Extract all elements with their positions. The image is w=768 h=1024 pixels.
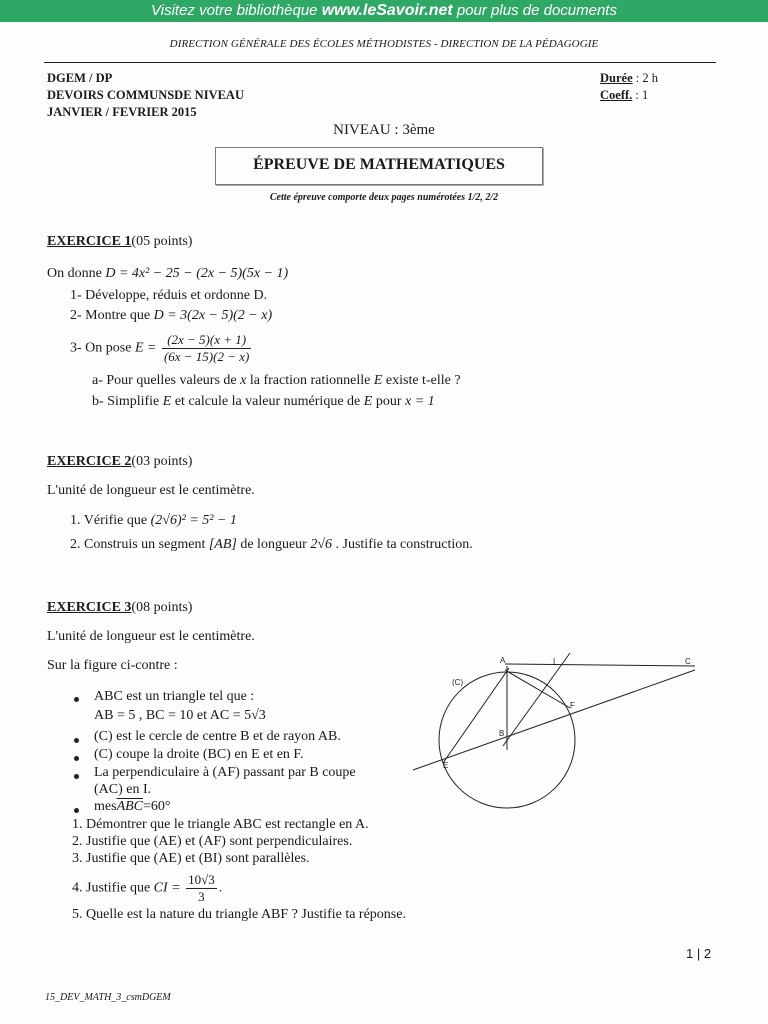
label-i: I [553, 657, 556, 666]
ex1-qb-var2: E [363, 394, 373, 409]
ex1-qa [92, 373, 461, 389]
ex1-q3-fraction [162, 332, 251, 365]
ex1-title: EXERCICE 1 [47, 234, 132, 249]
bullet-dot [74, 697, 79, 702]
header-org: DGEM / DP [47, 71, 113, 85]
ex2-q1-expr: (2√6)² = 5² − 1 [150, 513, 237, 528]
ex3-heading [47, 600, 192, 616]
banner-site-link[interactable]: www.leSavoir.net [321, 2, 453, 19]
ex1-qb-mid: et calcule la valeur numérique de [171, 394, 364, 409]
banner-text-pre: Visitez votre bibliothèque [151, 2, 322, 19]
ex3-q4-den: 3 [198, 889, 205, 904]
header-left [47, 70, 244, 121]
ex1-qb-var: E [162, 394, 172, 409]
ex3-q4-fraction [186, 872, 217, 905]
ex1-q1: 1- Développe, réduis et ordonne D. [70, 288, 268, 303]
direction-line: DIRECTION GÉNÉRALE DES ÉCOLES MÉTHODISTES - DIRECTION DE LA PÉDAGOGIE [169, 38, 599, 50]
bullet-dot [74, 808, 79, 813]
ex2-q1 [70, 513, 237, 529]
ex3-b5-post: =60° [143, 799, 171, 814]
ex3-q4-lhs: CI = [153, 880, 181, 896]
ex2-q2-pre: 2. Construis un segment [70, 537, 209, 552]
bullet-dot [74, 738, 79, 743]
footer-ref: 15_DEV_MATH_3_csmDGEM [45, 992, 171, 1003]
ex1-heading [47, 234, 192, 250]
ex1-q3-den: (6x − 15)(2 − x) [163, 349, 250, 364]
ex3-b3: (C) coupe la droite (BC) en E et en F. [94, 747, 304, 762]
ex1-qb [92, 394, 435, 410]
bullet-dot [74, 756, 79, 761]
line-bi [503, 653, 570, 746]
geometry-figure [405, 650, 705, 810]
ex3-q2: 2. Justifie que (AE) et (AF) sont perpendiculaires. [72, 834, 353, 849]
ex1-qb-eq: x = 1 [404, 394, 435, 409]
ex3-b1: ABC est un triangle tel que : [94, 689, 255, 704]
ex3-b5-angle: $\overline{ABC}$ [116, 799, 144, 814]
ex3-b4: La perpendiculaire à (AF) passant par B coupe [94, 765, 356, 780]
epreuve-box [215, 147, 543, 185]
ex1-q3-pre: 3- On pose [70, 340, 135, 356]
ex1-q2-pre: 2- Montre que [70, 308, 154, 323]
ex3-fig-intro: Sur la figure ci-contre : [47, 658, 178, 673]
label-c: C [685, 657, 691, 666]
ex2-q2-mid: de longueur [236, 537, 311, 552]
ex3-points: (08 points) [131, 600, 193, 615]
coeff-value: : 1 [632, 88, 649, 102]
ex2-intro: L'unité de longueur est le centimètre. [47, 483, 255, 498]
ex1-qa-var: x [240, 373, 247, 388]
ex2-points: (03 points) [131, 454, 193, 469]
ex3-q5: 5. Quelle est la nature du triangle ABF ? Justifie ta réponse. [72, 907, 406, 922]
coeff-label: Coeff. [600, 88, 633, 102]
duree-label: Durée [600, 71, 633, 85]
ex1-qa-mid: la fraction rationnelle [246, 373, 374, 388]
ex3-b4b: (AC) en I. [94, 782, 152, 797]
ex2-q2-post: . Justifie ta construction. [332, 537, 473, 552]
ex3-q1: 1. Démontrer que le triangle ABC est rectangle en A. [72, 817, 369, 832]
ex1-qa-post: existe t-elle ? [382, 373, 461, 388]
ex3-q4-pre: 4. Justifie que [72, 880, 154, 896]
ex3-b1b: AB = 5 , BC = 10 et AC = 5√3 [94, 708, 266, 723]
label-circle: (C) [452, 678, 464, 687]
ex1-q2-line [70, 308, 272, 324]
epreuve-title: ÉPREUVE DE MATHEMATIQUES [253, 156, 505, 173]
ex2-heading [47, 454, 192, 470]
ex1-qb-mid2: pour [372, 394, 405, 409]
header-exam: DEVOIRS COMMUNSDE NIVEAU [47, 88, 244, 102]
label-e: E [443, 761, 449, 770]
page-number: 1 | 2 [686, 946, 712, 961]
ex2-title: EXERCICE 2 [47, 454, 132, 469]
ex1-points: (05 points) [131, 234, 193, 249]
ex3-title: EXERCICE 3 [47, 600, 132, 615]
label-f: F [570, 701, 575, 710]
label-b: B [499, 729, 505, 738]
ex1-intro-line [47, 266, 288, 282]
banner-text-post: pour plus de documents [452, 2, 617, 19]
ex2-q2-len: 2√6 [310, 537, 333, 552]
bullet-dot [74, 774, 79, 779]
ex1-expr-d: D = 4x² − 25 − (2x − 5)(5x − 1) [105, 266, 289, 281]
label-a: A [500, 656, 506, 665]
page-note: Cette épreuve comporte deux pages numérotées 1/2, 2/2 [269, 192, 499, 203]
duree-value: : 2 h [632, 71, 658, 85]
ex1-q3-lhs: E = [134, 340, 157, 356]
ex2-q2 [70, 537, 473, 553]
line-af [505, 670, 570, 708]
ex3-b5-pre: mes [94, 799, 117, 814]
line-ac [505, 664, 695, 666]
ex2-q2-seg: [AB] [208, 537, 237, 552]
niveau-title: NIVEAU : 3ème [333, 122, 435, 138]
ex1-qa-var2: E [373, 373, 383, 388]
header-rule [44, 62, 716, 63]
ex1-q2-expr: D = 3(2x − 5)(2 − x) [153, 308, 273, 323]
ex1-qb-pre: b- Simplifie [92, 394, 163, 409]
ex3-intro: L'unité de longueur est le centimètre. [47, 629, 255, 644]
ex1-q3-line [70, 332, 253, 365]
ex1-qa-pre: a- Pour quelles valeurs de [92, 373, 241, 388]
ex1-q3-num: (2x − 5)(x + 1) [162, 332, 251, 349]
ex3-q3: 3. Justifie que (AE) et (BI) sont parallèles. [72, 851, 310, 866]
ex3-b2: (C) est le cercle de centre B et de rayon AB. [94, 729, 341, 744]
ex2-q1-pre: 1. Vérifie que [70, 513, 151, 528]
ex3-q4-num: 10√3 [188, 872, 215, 887]
site-banner [0, 0, 768, 22]
header-right [600, 70, 658, 104]
ex1-intro: On donne [47, 266, 102, 281]
header-period: JANVIER / FEVRIER 2015 [47, 105, 197, 119]
ex3-q4: 4. Justifie que CI = $\frac{10√3}{3}$ . [72, 872, 223, 904]
ex3-b5 [94, 799, 171, 815]
